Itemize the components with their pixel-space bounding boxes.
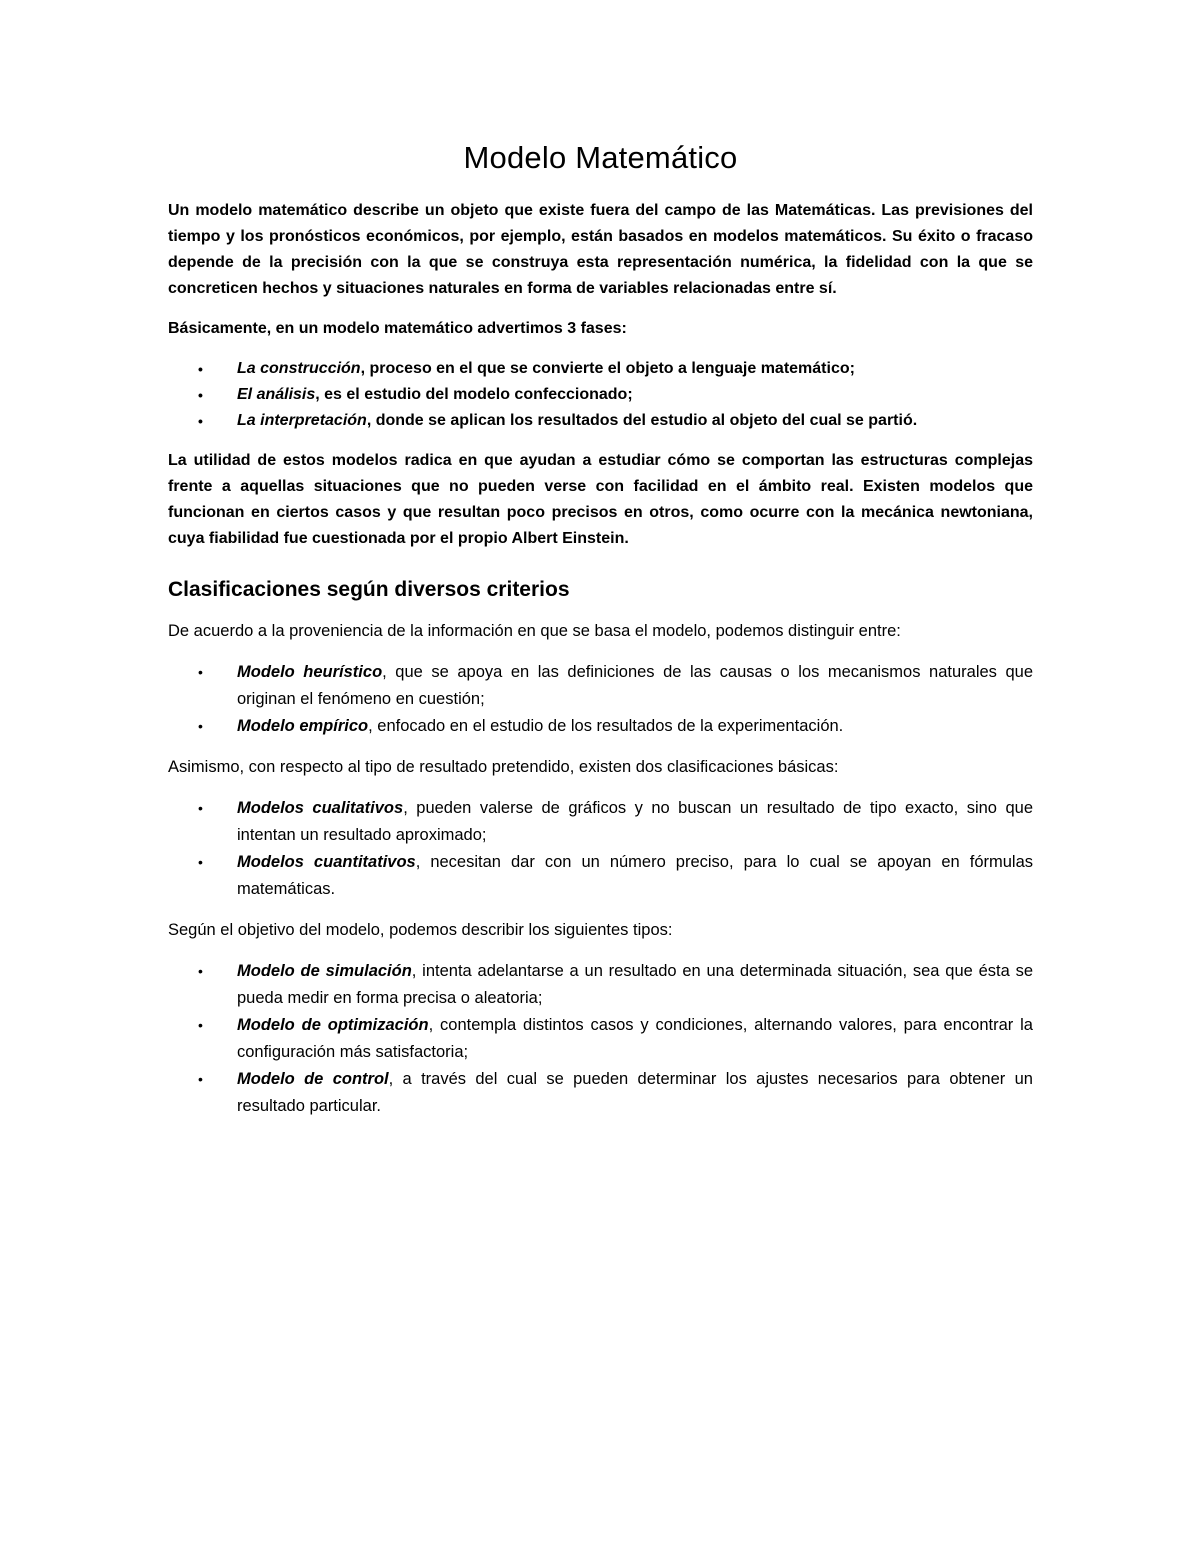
section-heading: Clasificaciones según diversos criterios: [168, 578, 570, 601]
result-intro: Asimismo, con respecto al tipo de resultado pretendido, existen dos clasificaciones básicas:: [168, 758, 839, 776]
phases-list: [168, 356, 1033, 434]
phase-term: El análisis: [237, 386, 316, 403]
list-item: [168, 382, 1033, 408]
result-list: [168, 795, 1033, 903]
model-text: , que se apoya en las definiciones de las causas o los mecanismos naturales que originan el fenómeno en cuestión;: [237, 663, 1033, 708]
model-term: Modelo de optimización: [237, 1016, 429, 1034]
model-text: , pueden valerse de gráficos y no buscan un resultado de tipo exacto, sino que intentan un resultado aproximado;: [237, 799, 1033, 844]
model-text: , contempla distintos casos y condiciones, alternando valores, para encontrar la configuración más satisfactoria;: [237, 1016, 1033, 1061]
model-text: , a través del cual se pueden determinar los ajustes necesarios para obtener un resultado particular.: [237, 1070, 1033, 1115]
phase-text: , proceso en el que se convierte el objeto a lenguaje matemático;: [360, 360, 855, 377]
bullet-icon: •: [198, 413, 203, 429]
model-term: Modelo de simulación: [237, 962, 412, 980]
list-item: [168, 849, 1033, 903]
bullet-icon: •: [198, 800, 203, 816]
phases-intro: Básicamente, en un modelo matemático advertimos 3 fases:: [168, 320, 627, 337]
bullet-icon: •: [198, 361, 203, 377]
bullet-icon: •: [198, 387, 203, 403]
list-item: [168, 659, 1033, 713]
list-item: [168, 1066, 1033, 1120]
list-item: [168, 356, 1033, 382]
model-text: , necesitan dar con un número preciso, para lo cual se apoyan en fórmulas matemáticas.: [237, 853, 1033, 898]
phase-term: La interpretación: [237, 412, 367, 429]
phase-text: , es el estudio del modelo confeccionado;: [315, 386, 633, 403]
origin-list: [168, 659, 1033, 740]
origin-intro: De acuerdo a la proveniencia de la información en que se basa el modelo, podemos distinguir entre:: [168, 622, 901, 640]
model-term: Modelos cuantitativos: [237, 853, 416, 871]
model-term: Modelos cualitativos: [237, 799, 404, 817]
bullet-icon: •: [198, 854, 203, 870]
model-text: , intenta adelantarse a un resultado en una determinada situación, sea que ésta se pueda medir en forma precisa o aleatoria;: [237, 962, 1034, 1007]
objective-list: [168, 958, 1033, 1120]
objective-intro: Según el objetivo del modelo, podemos describir los siguientes tipos:: [168, 921, 673, 939]
phase-term: La construcción: [237, 360, 361, 377]
bullet-icon: •: [198, 1071, 203, 1087]
bullet-icon: •: [198, 664, 203, 680]
bullet-icon: •: [198, 1017, 203, 1033]
model-term: Modelo empírico: [237, 717, 369, 735]
model-term: Modelo de control: [237, 1070, 389, 1088]
model-term: Modelo heurístico: [237, 663, 383, 681]
list-item: [168, 1012, 1033, 1066]
list-item: [168, 713, 1033, 740]
document-title: Modelo Matemático: [463, 140, 738, 175]
bullet-icon: •: [198, 963, 203, 979]
model-text: , enfocado en el estudio de los resultados de la experimentación.: [368, 717, 844, 735]
document-page: [168, 140, 1033, 1134]
intro-paragraph: Un modelo matemático describe un objeto que existe fuera del campo de las Matemáticas. Las previsiones del tiempo y los pronósticos económicos, por ejemplo, están basados en modelos matemáticos. Su éxito o fracaso depende de la precisión con la que se construya esta representación numérica, la fidelidad con la que se concreticen hechos y situaciones naturales en forma de variables relacionadas entre sí.: [168, 202, 1033, 297]
phase-text: , donde se aplican los resultados del estudio al objeto del cual se partió.: [366, 412, 918, 429]
list-item: [168, 795, 1033, 849]
list-item: [168, 408, 1033, 434]
list-item: [168, 958, 1033, 1012]
utility-paragraph: La utilidad de estos modelos radica en que ayudan a estudiar cómo se comportan las estructuras complejas frente a aquellas situaciones que no pueden verse con facilidad en el ámbito real. Existen modelos que funcionan en ciertos casos y que resultan poco precisos en otros, como ocurre con la mecánica newtoniana, cuya fiabilidad fue cuestionada por el propio Albert Einstein.: [168, 452, 1033, 547]
bullet-icon: •: [198, 718, 203, 734]
